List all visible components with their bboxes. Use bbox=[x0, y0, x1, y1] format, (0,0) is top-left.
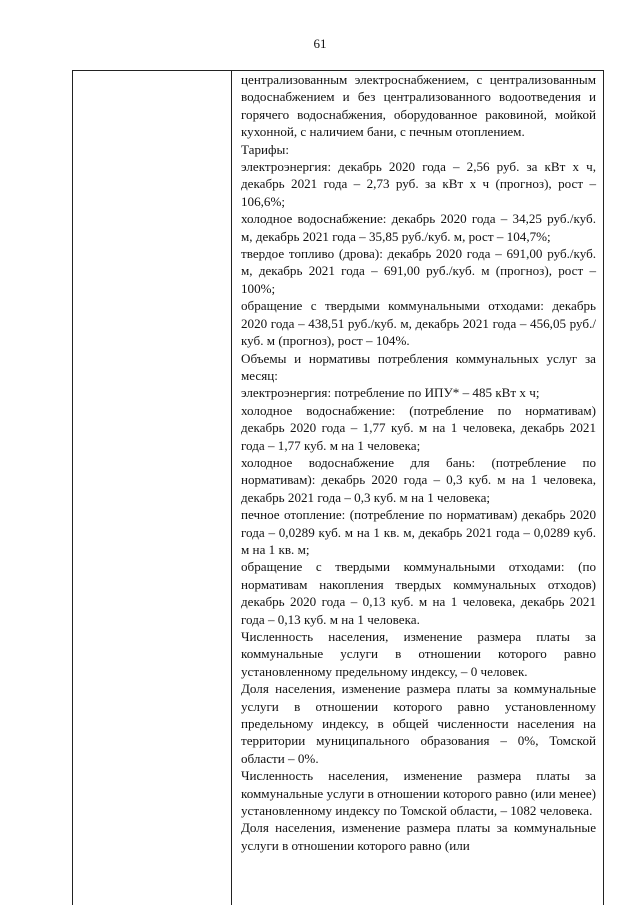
column-divider bbox=[231, 71, 232, 905]
paragraph-volume-bath-water: холодное водоснабжение для бань: (потребление по нормативам): декабрь 2020 года – 0,3 куб. м на 1 человека, декабрь 2021 года – 0,3 куб. м на 1 человека; bbox=[241, 454, 596, 505]
paragraph-volume-stove-heating: печное отопление: (потребление по нормативам) декабрь 2020 года – 0,0289 куб. м на 1 кв. м, декабрь 2021 года – 0,0289 куб. м на 1 кв. м; bbox=[241, 507, 596, 557]
paragraph-tariffs-heading: Тарифы: bbox=[241, 141, 289, 157]
document-table bbox=[72, 70, 604, 905]
paragraph-tariff-waste: обращение с твердыми коммунальными отходами: декабрь 2020 года – 438,51 руб./куб. м, декабрь 2021 года – 456,05 руб./куб. м (прогноз), рост – 104%. bbox=[241, 298, 596, 349]
paragraph-tariff-cold-water: холодное водоснабжение: декабрь 2020 года – 34,25 руб./куб. м, декабрь 2021 года – 35,85 руб./куб. м, рост – 104,7%; bbox=[241, 211, 596, 244]
paragraph-share-equal-limit: Доля населения, изменение размера платы за коммунальные услуги в отношении которого равно установленному предельному индексу, в общей численности населения на территории муниципального образования – 0%, Томской области – 0%. bbox=[241, 681, 596, 766]
paragraph-population-equal-limit: Численность населения, изменение размера платы за коммунальные услуги в отношении которого равно установленному предельному индексу, – 0 человек. bbox=[241, 629, 596, 679]
paragraph-population-below-index: Численность населения, изменение размера платы за коммунальные услуги в отношении которого равно (или менее) установленному индексу по Томской области, – 1082 человека. bbox=[241, 768, 596, 819]
paragraph-housing-description: централизованным электроснабжением, с централизованным водоснабжением и без централизованного водоотведения и горячего водоснабжения, оборудованное раковиной, мойкой кухонной, с наличием бани, с печным отоплением. bbox=[241, 72, 596, 140]
paragraph-volumes-heading: Объемы и нормативы потребления коммунальных услуг за месяц: bbox=[241, 350, 596, 383]
left-column-cell bbox=[73, 71, 231, 905]
paragraph-tariff-solid-fuel: твердое топливо (дрова): декабрь 2020 года – 691,00 руб./куб. м, декабрь 2021 года – 691,00 руб./куб. м (прогноз), рост – 100%; bbox=[241, 246, 596, 296]
paragraph-share-below-index: Доля населения, изменение размера платы за коммунальные услуги в отношении которого равно (или bbox=[241, 820, 596, 853]
paragraph-volume-electricity: электроэнергия: потребление по ИПУ* – 485 кВт х ч; bbox=[241, 385, 540, 401]
paragraph-volume-cold-water: холодное водоснабжение: (потребление по нормативам) декабрь 2020 года – 1,77 куб. м на 1 человека, декабрь 2021 года – 1,77 куб. м на 1 человека; bbox=[241, 402, 596, 453]
paragraph-volume-waste: обращение с твердыми коммунальными отходами: (по нормативам накопления твердых коммунальных отходов) декабрь 2020 года – 0,13 куб. м на 1 человека, декабрь 2021 года – 0,13 куб. м на 1 человека. bbox=[241, 559, 596, 627]
right-column-cell bbox=[241, 71, 596, 854]
page-number: 61 bbox=[313, 36, 327, 51]
paragraph-tariff-electricity: электроэнергия: декабрь 2020 года – 2,56 руб. за кВт х ч, декабрь 2021 года – 2,73 руб. за кВт х ч (прогноз), рост – 106,6%; bbox=[241, 159, 596, 209]
